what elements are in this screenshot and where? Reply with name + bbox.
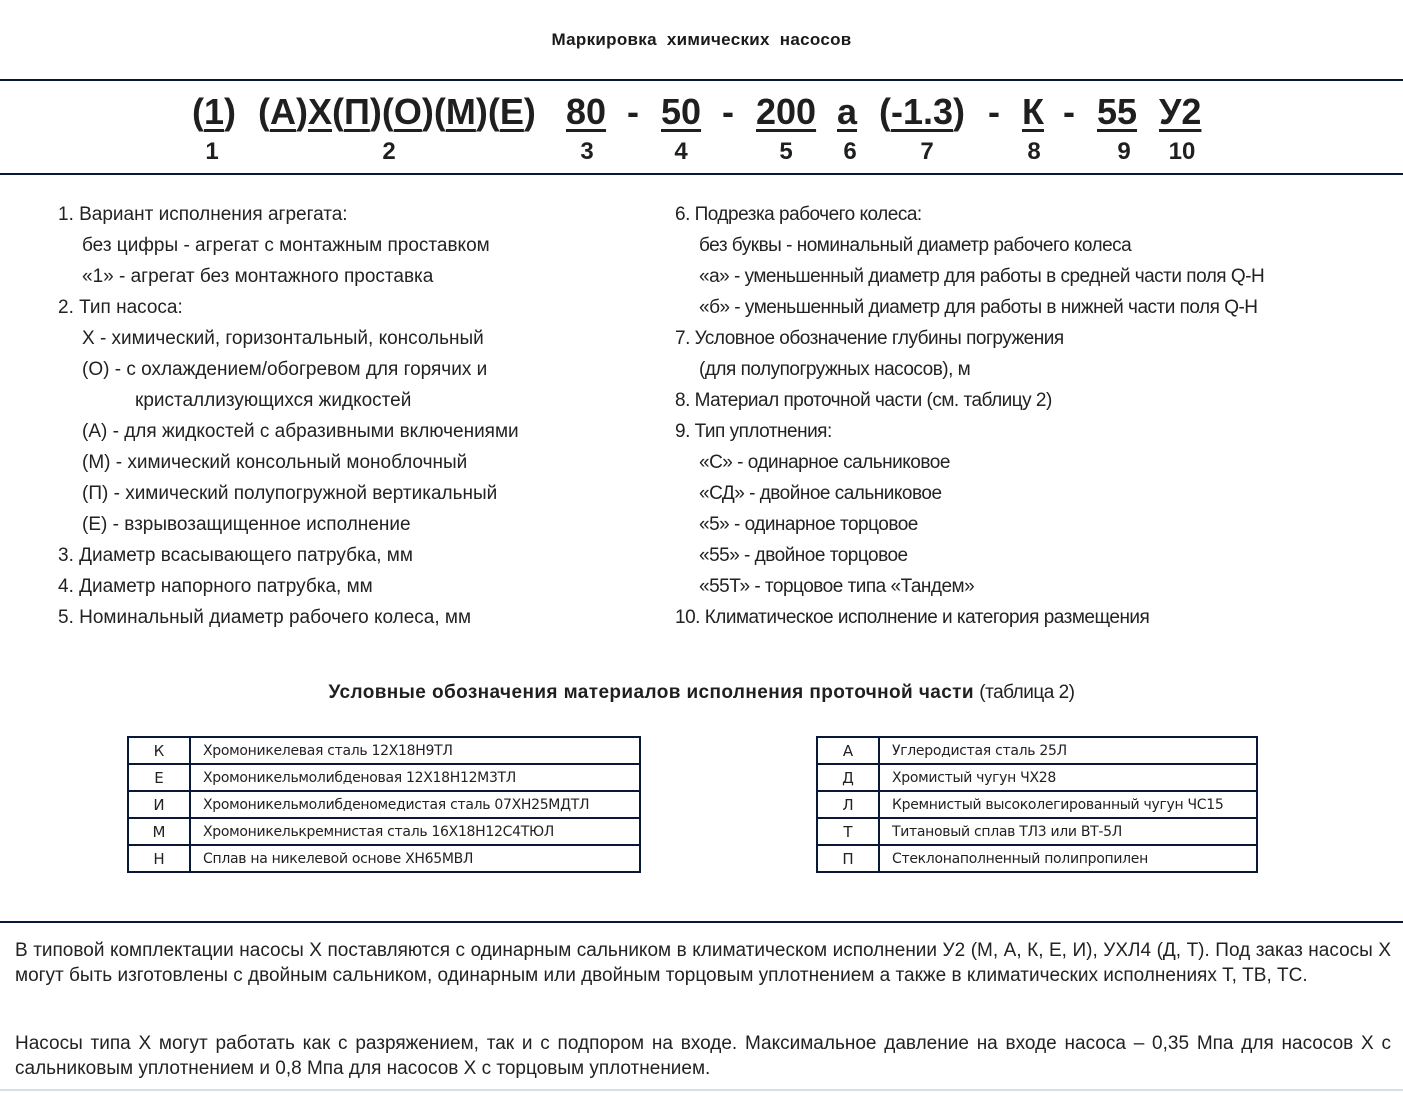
code-separator: -	[988, 91, 1000, 132]
code-token-9: 55	[1097, 91, 1138, 132]
material-code: Н	[128, 845, 190, 872]
divider-notes	[0, 921, 1403, 923]
material-description: Стеклонаполненный полипропилен	[879, 845, 1257, 872]
page-title: Маркировка химических насосов	[551, 30, 852, 49]
legend-subitem: «5» - одинарное торцовое	[699, 514, 918, 535]
legend-subitem: «б» - уменьшенный диаметр для работы в нижней части поля Q-H	[699, 297, 1258, 318]
legend-subitem: (А) - для жидкостей с абразивными включениями	[82, 421, 519, 442]
code-number: 3	[580, 138, 594, 165]
legend-item: 6. Подрезка рабочего колеса:	[675, 204, 922, 225]
code-token-10: У2	[1159, 91, 1202, 132]
legend-subitem: Х - химический, горизонтальный, консольный	[82, 328, 484, 349]
legend-subitem: «СД» - двойное сальниковое	[699, 483, 942, 504]
material-code: М	[128, 818, 190, 845]
legend-subitem: «55» - двойное торцовое	[699, 545, 908, 566]
material-row	[128, 818, 640, 845]
materials-table-right	[816, 736, 1258, 873]
materials-table-left	[127, 736, 641, 873]
code-number: 6	[843, 138, 857, 165]
material-code: Д	[817, 764, 879, 791]
code-number: 2	[382, 138, 396, 165]
legend-right-column	[675, 199, 1395, 633]
material-row	[128, 791, 640, 818]
legend-subitem: (П) - химический полупогружной вертикальный	[82, 483, 498, 504]
legend-item: 3. Диаметр всасывающего патрубка, мм	[58, 545, 413, 566]
divider-top	[0, 79, 1403, 81]
legend-item: 8. Материал проточной части (см. таблицу 2)	[675, 390, 1052, 411]
material-code: Т	[817, 818, 879, 845]
table2-title-note: (таблица 2)	[979, 682, 1075, 703]
material-description: Титановый сплав ТЛ3 или ВТ-5Л	[879, 818, 1257, 845]
material-description: Хромоникельмолибденовая 12Х18Н12М3ТЛ	[190, 764, 640, 791]
legend-item: 7. Условное обозначение глубины погружения	[675, 328, 1064, 349]
legend-subitem: (для полупогружных насосов), м	[699, 359, 971, 380]
material-row	[128, 845, 640, 872]
code-number: 5	[779, 138, 793, 165]
material-row	[817, 737, 1257, 764]
code-separator: -	[1063, 91, 1075, 132]
material-code: П	[817, 845, 879, 872]
legend-subitem: «55Т» - торцовое типа «Тандем»	[699, 576, 975, 597]
code-number: 10	[1168, 138, 1196, 165]
code-token-7: (-1.3)	[879, 91, 966, 132]
legend-subitem: (М) - химический консольный моноблочный	[82, 452, 468, 473]
note-paragraph-1: В типовой комплектации насосы Х поставляются с одинарным сальником в климатическом исполнении У2 (М, А, К, Е, И), УХЛ4 (Д, Т). Под заказ насосы Х могут быть изготовлены с двойным сальником, одинарным или двойным торцовым уплотнением а также в климатических исполнениях Т, ТВ, ТС.	[15, 940, 1391, 986]
material-row	[817, 845, 1257, 872]
material-description: Сплав на никелевой основе ХН65МВЛ	[190, 845, 640, 872]
legend-item: 4. Диаметр напорного патрубка, мм	[58, 576, 373, 597]
legend-subitem: (Е) - взрывозащищенное исполнение	[82, 514, 411, 535]
code-token-4: 50	[661, 91, 702, 132]
note-paragraph-2: Насосы типа Х могут работать как с разряжением, так и с подпором на входе. Максимальное давление на входе насоса – 0,35 Мпа для насосов Х с сальниковым уплотнением и 0,8 Мпа для насосов Х с торцовым уплотнением.	[15, 1033, 1391, 1079]
code-token-8: К	[1022, 91, 1044, 132]
material-code: Е	[128, 764, 190, 791]
material-code: А	[817, 737, 879, 764]
legend-item: 2. Тип насоса:	[58, 297, 183, 318]
code-number: 8	[1027, 138, 1041, 165]
material-description: Хромоникелевая сталь 12Х18Н9ТЛ	[190, 737, 640, 764]
material-description: Хромистый чугун ЧХ28	[879, 764, 1257, 791]
code-number: 9	[1117, 138, 1131, 165]
legend-item: 10. Климатическое исполнение и категория размещения	[675, 607, 1150, 628]
material-row	[817, 791, 1257, 818]
marking-code	[0, 88, 1403, 172]
material-description: Хромоникелькремнистая сталь 16Х18Н12С4ТЮЛ	[190, 818, 640, 845]
code-separator: -	[627, 91, 639, 132]
legend-subitem: «С» - одинарное сальниковое	[699, 452, 950, 473]
code-token-2: (А)Х(П)(О)(М)(Е)	[258, 91, 536, 132]
code-token-6: а	[837, 91, 858, 132]
code-number: 4	[674, 138, 688, 165]
material-row	[817, 818, 1257, 845]
divider-bottom	[0, 1089, 1403, 1091]
legend-item: 9. Тип уплотнения:	[675, 421, 832, 442]
material-code: Л	[817, 791, 879, 818]
material-code: И	[128, 791, 190, 818]
code-token-3: 80	[566, 91, 607, 132]
material-description: Хромоникельмолибденомедистая сталь 07ХН25МДТЛ	[190, 791, 640, 818]
legend-subitem: кристаллизующихся жидкостей	[135, 390, 412, 411]
legend-item: 1. Вариант исполнения агрегата:	[58, 204, 348, 225]
code-token-1: (1)	[192, 91, 237, 132]
legend-left-column	[58, 199, 648, 633]
code-number: 1	[205, 138, 219, 165]
material-row	[128, 737, 640, 764]
divider-code-bottom	[0, 173, 1403, 175]
material-description: Углеродистая сталь 25Л	[879, 737, 1257, 764]
code-number: 7	[920, 138, 934, 165]
legend-subitem: без цифры - агрегат с монтажным проставком	[82, 235, 490, 256]
material-row	[817, 764, 1257, 791]
table2-title-bold: Условные обозначения материалов исполнения проточной части	[328, 682, 974, 703]
code-token-5: 200	[756, 91, 817, 132]
material-description: Кремнистый высоколегированный чугун ЧС15	[879, 791, 1257, 818]
material-code: К	[128, 737, 190, 764]
table2-title	[0, 682, 1403, 704]
material-row	[128, 764, 640, 791]
legend-item: 5. Номинальный диаметр рабочего колеса, мм	[58, 607, 472, 628]
legend-subitem: (О) - с охлаждением/обогревом для горячих и	[82, 359, 488, 380]
legend-subitem: без буквы - номинальный диаметр рабочего колеса	[699, 235, 1132, 256]
legend-subitem: «1» - агрегат без монтажного проставка	[82, 266, 434, 287]
legend-subitem: «а» - уменьшенный диаметр для работы в средней части поля Q-H	[699, 266, 1265, 287]
code-separator: -	[722, 91, 734, 132]
